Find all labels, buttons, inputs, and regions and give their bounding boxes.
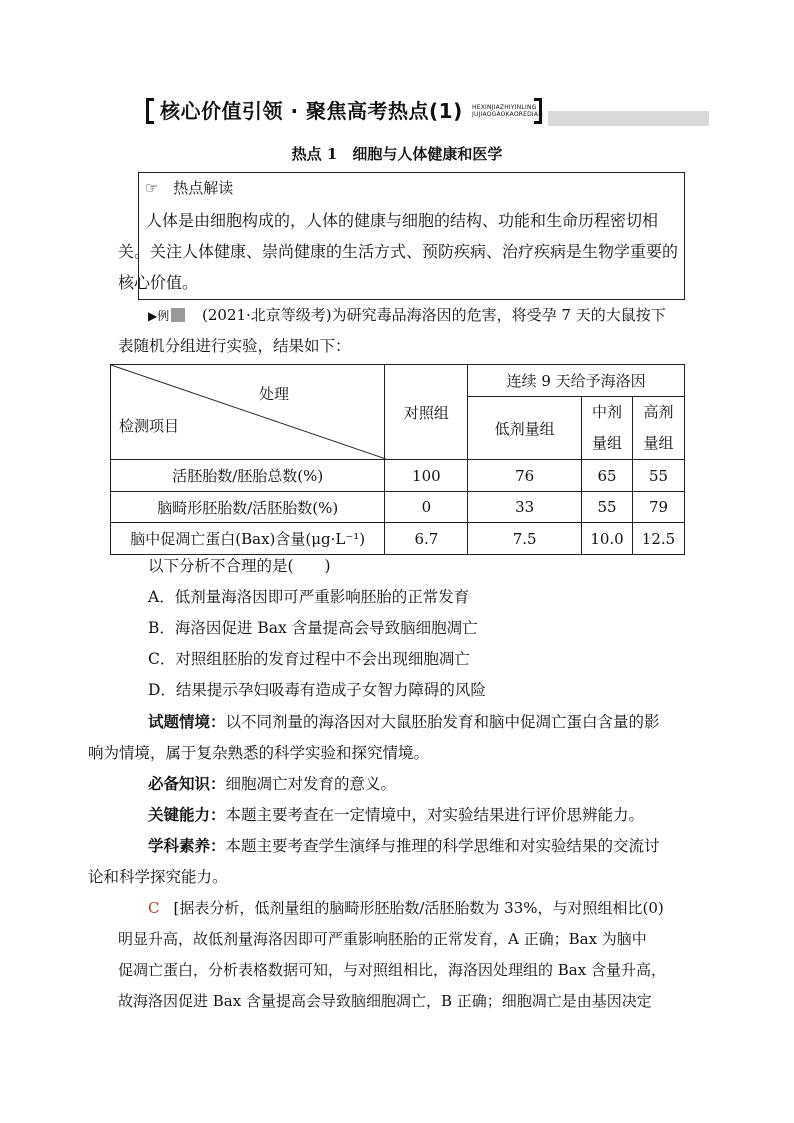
header-gray-bar [548,111,709,126]
option-c: C．对照组胚胎的发育过程中不会出现细胞凋亡 [148,650,470,668]
example-intro-2: 表随机分组进行实验，结果如下： [118,337,351,355]
answer-line-4: 故海洛因促进 Bax 含量提高会导致脑细胞凋亡，B 正确；细胞凋亡是由基因决定 [118,992,652,1010]
option-a: A．低剂量海洛因即可严重影响胚胎的正常发育 [148,588,470,606]
table-row: 脑畸形胚胎数/活胚胎数(%) 0 33 55 79 [111,492,685,523]
example-marker-icon [171,308,185,322]
analysis-literacy: 学科素养：本题主要考查学生演绎与推理的科学思维和对实验结果的交流讨 论和科学探究能力。 [88,836,660,886]
header-control: 对照组 [385,365,468,460]
header-title: 核心价值引领 · 聚焦高考热点(1) [160,99,463,123]
header-treatment: 处理 [259,385,290,403]
example-label: ▶例 [148,309,170,323]
answer-line-1: C [据表分析，低剂量组的脑畸形胚胎数/活胚胎数为 33%，与对照组相比(0) [148,899,664,917]
hotspot-text: 人体是由细胞构成的，人体的健康与细胞的结构、功能和生命历程密切相关。关注人体健康、崇尚健康的生活方式、预防疾病、治疗疾病是生物学重要的核心价值。 [118,211,679,292]
analysis-ability: 关键能力：本题主要考查在一定情境中，对实验结果进行评价思辨能力。 [148,805,645,824]
header-right-bracket [534,98,542,124]
hotspot-heading: ☞ 热点解读 [145,179,234,197]
table-diagonal-header [111,365,385,460]
pointing-hand-icon: ☞ [145,179,159,197]
header-test-item: 检测项目 [119,417,180,435]
analysis-situation: 试题情境：以不同剂量的海洛因对大鼠胚胎发育和脑中促凋亡蛋白含量的影 响为情境，属于复杂熟悉的科学实验和探究情境。 [88,712,660,762]
question-stem: 以下分析不合理的是( ) [148,557,331,575]
header-mid-dose: 中剂 量组 [582,397,633,460]
answer-line-2: 明显升高，故低剂量海洛因即可严重影响胚胎的正常发育，A 正确；Bax 为脑中 [118,930,647,948]
diagonal-line [111,365,386,459]
option-b: B．海洛因促进 Bax 含量提高会导致脑细胞凋亡 [148,619,478,637]
header-pinyin: HEXINJIAZHIYINLING JUJIAOGAOKAOREDIAN [472,104,543,118]
option-d: D．结果提示孕妇吸毒有造成子女智力障碍的风险 [148,681,486,699]
header-heroin-group: 连续 9 天给予海洛因 [468,365,685,397]
header-high-dose: 高剂 量组 [633,397,685,460]
table-row: 脑中促凋亡蛋白(Bax)含量(μg·L⁻¹) 6.7 7.5 10.0 12.5 [111,523,685,555]
example-intro: ▶例 (2021·北京等级考)为研究毒品海洛因的危害，将受孕 7 天的大鼠按下 [148,306,666,324]
table-row: 活胚胎数/胚胎总数(%) 100 76 65 55 [111,460,685,492]
answer-letter: C [148,899,160,917]
header-low-dose: 低剂量组 [468,397,582,460]
analysis-knowledge: 必备知识：细胞凋亡对发育的意义。 [148,774,397,793]
section-title: 热点 1 细胞与人体健康和医学 [291,145,503,163]
data-table [110,364,685,555]
answer-line-3: 促凋亡蛋白，分析表格数据可知，与对照组相比，海洛因处理组的 Bax 含量升高， [118,961,666,979]
header-left-bracket [146,98,154,124]
